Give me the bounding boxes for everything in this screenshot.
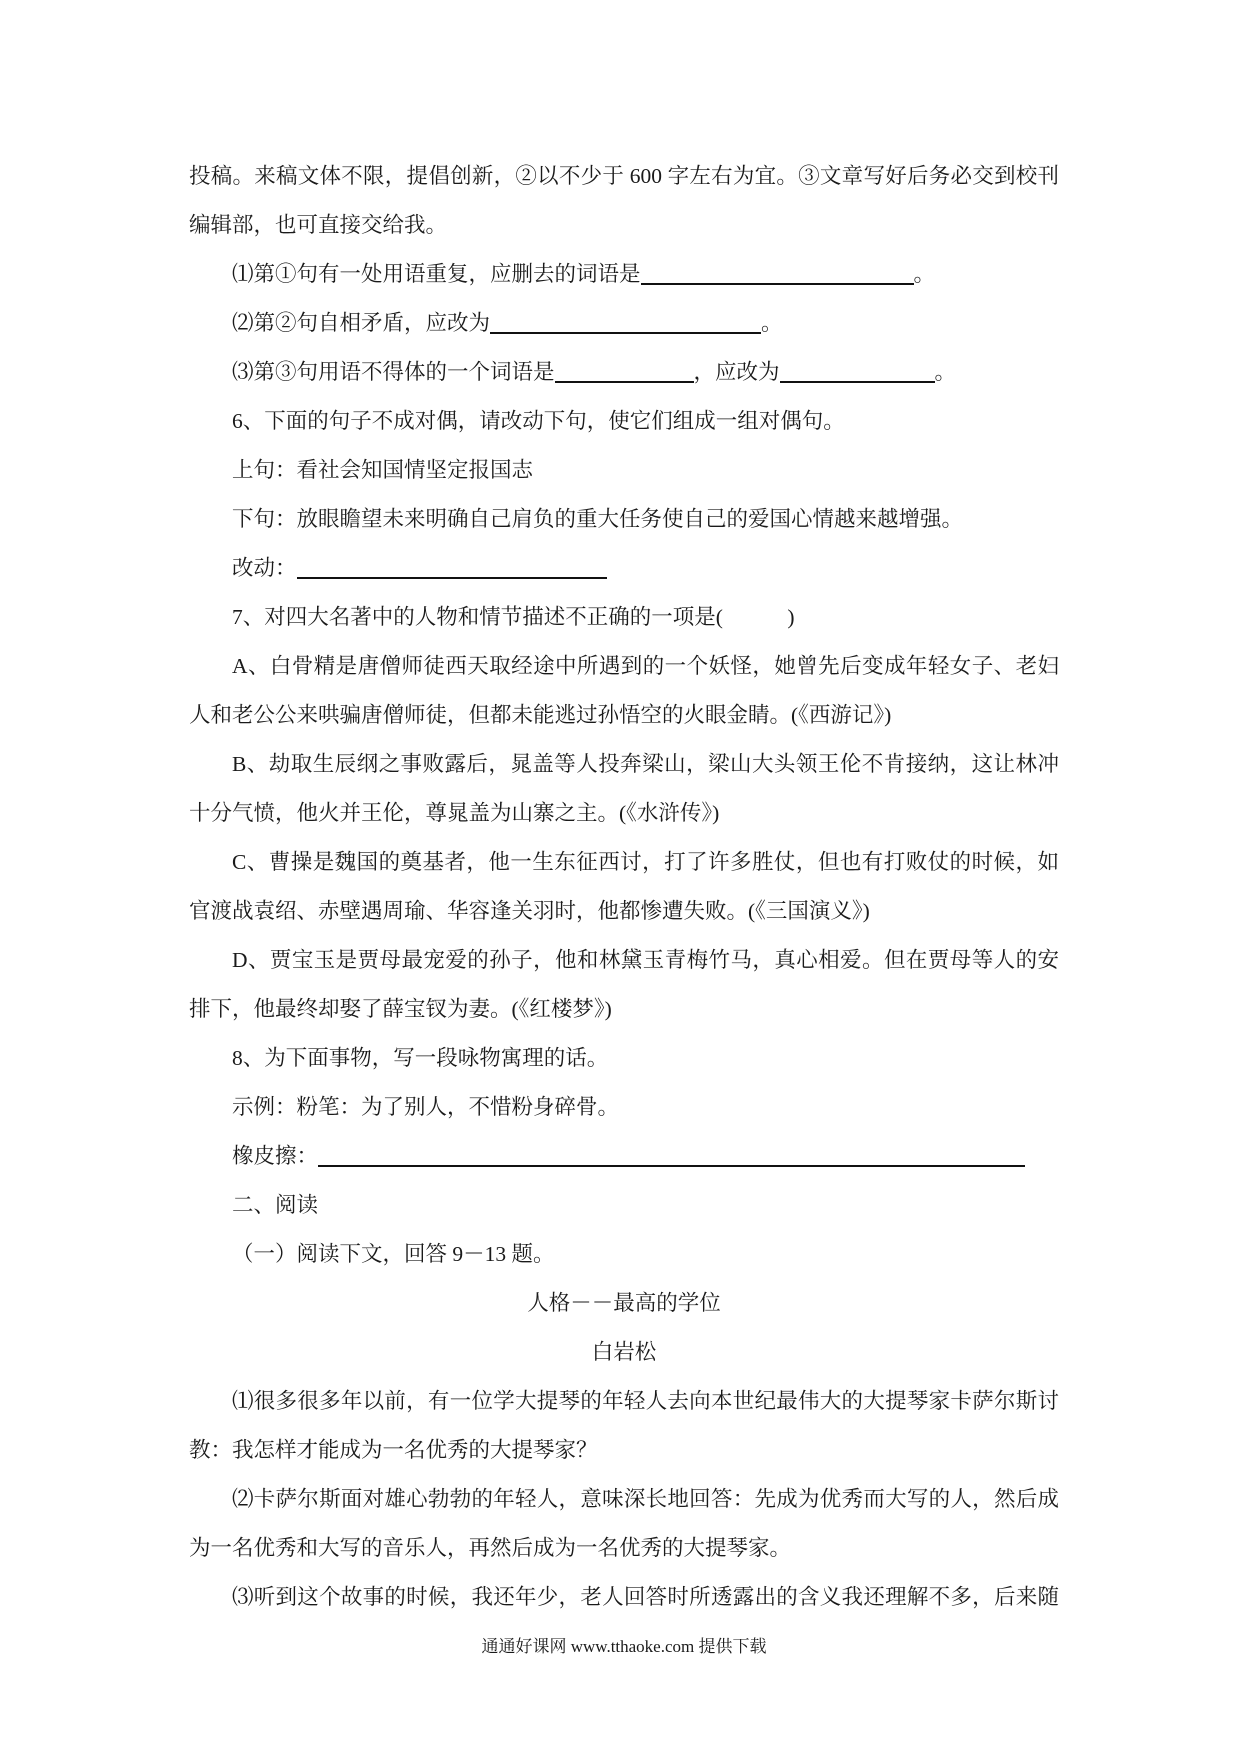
- subquestion-end: 。: [913, 262, 936, 286]
- q6-upper-line: 上句：看社会知国情坚定报国志: [232, 458, 534, 482]
- answer-blank: [780, 380, 935, 383]
- article-paragraph-2: ⑵卡萨尔斯面对雄心勃勃的年轻人，意味深长地回答：先成为优秀而大写的人，然后成: [232, 1487, 1059, 1511]
- answer-blank: [318, 1164, 1025, 1167]
- q5-continued-line: 编辑部，也可直接交给我。: [189, 213, 448, 237]
- article-paragraph-2-continued: 为一名优秀和大写的音乐人，再然后成为一名优秀的大提琴家。: [189, 1536, 792, 1560]
- q7-option-d-continued: 排下，他最终却娶了薛宝钗为妻。(《红楼梦》): [189, 997, 612, 1021]
- article-paragraph-3: ⑶听到这个故事的时候，我还年少，老人回答时所透露出的含义我还理解不多，后来随: [232, 1585, 1059, 1609]
- q5-subquestion-2: [189, 299, 1059, 348]
- part-instruction: （一）阅读下文，回答 9－13 题。: [232, 1242, 555, 1266]
- q7-option-b: B、劫取生辰纲之事败露后，晁盖等人投奔梁山，梁山大头领王伦不肯接纳，这让林冲: [232, 752, 1059, 776]
- page-footer: 通通好课网 www.tthaoke.com 提供下载: [481, 1637, 767, 1656]
- section-heading: 二、阅读: [232, 1193, 319, 1217]
- article-paragraph-1-continued: 教：我怎样才能成为一名优秀的大提琴家？: [189, 1438, 598, 1462]
- subquestion-text: ⑶第③句用语不得体的一个词语是: [232, 360, 555, 384]
- answer-blank: [641, 282, 914, 285]
- answer-label: 改动：: [232, 556, 297, 580]
- answer-blank: [555, 380, 694, 383]
- q7-option-a-continued: 人和老公公来哄骗唐僧师徒，但都未能逃过孙悟空的火眼金睛。(《西游记》): [189, 703, 892, 727]
- q5-subquestion-1: [189, 250, 1059, 299]
- q7-option-c: C、曹操是魏国的奠基者，他一生东征西讨，打了许多胜仗，但也有打败仗的时候，如: [232, 850, 1059, 874]
- subquestion-text: ⑵第②句自相矛盾，应改为: [232, 311, 491, 335]
- answer-blank: [490, 331, 761, 334]
- article-paragraph-1: ⑴很多很多年以前，有一位学大提琴的年轻人去向本世纪最伟大的大提琴家卡萨尔斯讨: [232, 1389, 1059, 1413]
- article-author: 白岩松: [591, 1340, 657, 1364]
- q6-answer-line: [189, 544, 1059, 593]
- q7-option-d: D、贾宝玉是贾母最宠爱的孙子，他和林黛玉青梅竹马，真心相爱。但在贾母等人的安: [232, 948, 1059, 972]
- q8-example: 示例：粉笔：为了别人，不惜粉身碎骨。: [232, 1095, 620, 1119]
- q5-subquestion-3: [189, 348, 1059, 397]
- answer-label: 橡皮擦：: [232, 1144, 319, 1168]
- q7-option-c-continued: 官渡战袁绍、赤壁遇周瑜、华容逢关羽时，他都惨遭失败。(《三国演义》): [189, 899, 870, 923]
- subquestion-end: 。: [761, 311, 783, 335]
- q7-stem: 7、对四大名著中的人物和情节描述不正确的一项是( ): [232, 605, 795, 629]
- answer-blank: [297, 576, 607, 579]
- subquestion-mid: ，应改为: [693, 360, 780, 384]
- q8-answer-line: [189, 1132, 1059, 1181]
- q7-option-b-continued: 十分气愤，他火并王伦，尊晁盖为山寨之主。(《水浒传》): [189, 801, 720, 825]
- article-title: 人格－－最高的学位: [527, 1291, 721, 1315]
- page-content: [189, 152, 1059, 1622]
- subquestion-text: ⑴第①句有一处用语重复，应删去的词语是: [232, 262, 641, 286]
- q8-stem: 8、为下面事物，写一段咏物寓理的话。: [232, 1046, 609, 1070]
- q7-option-a: A、白骨精是唐僧师徒西天取经途中所遇到的一个妖怪，她曾先后变成年轻女子、老妇: [232, 654, 1059, 678]
- q5-continued-line: 投稿。来稿文体不限，提倡创新，②以不少于 600 字左右为宜。③文章写好后务必交到校刊: [189, 164, 1059, 188]
- q6-lower-line: 下句：放眼瞻望未来明确自己肩负的重大任务使自己的爱国心情越来越增强。: [232, 507, 964, 531]
- subquestion-end: 。: [934, 360, 957, 384]
- q6-stem: 6、下面的句子不成对偶，请改动下句，使它们组成一组对偶句。: [232, 409, 845, 433]
